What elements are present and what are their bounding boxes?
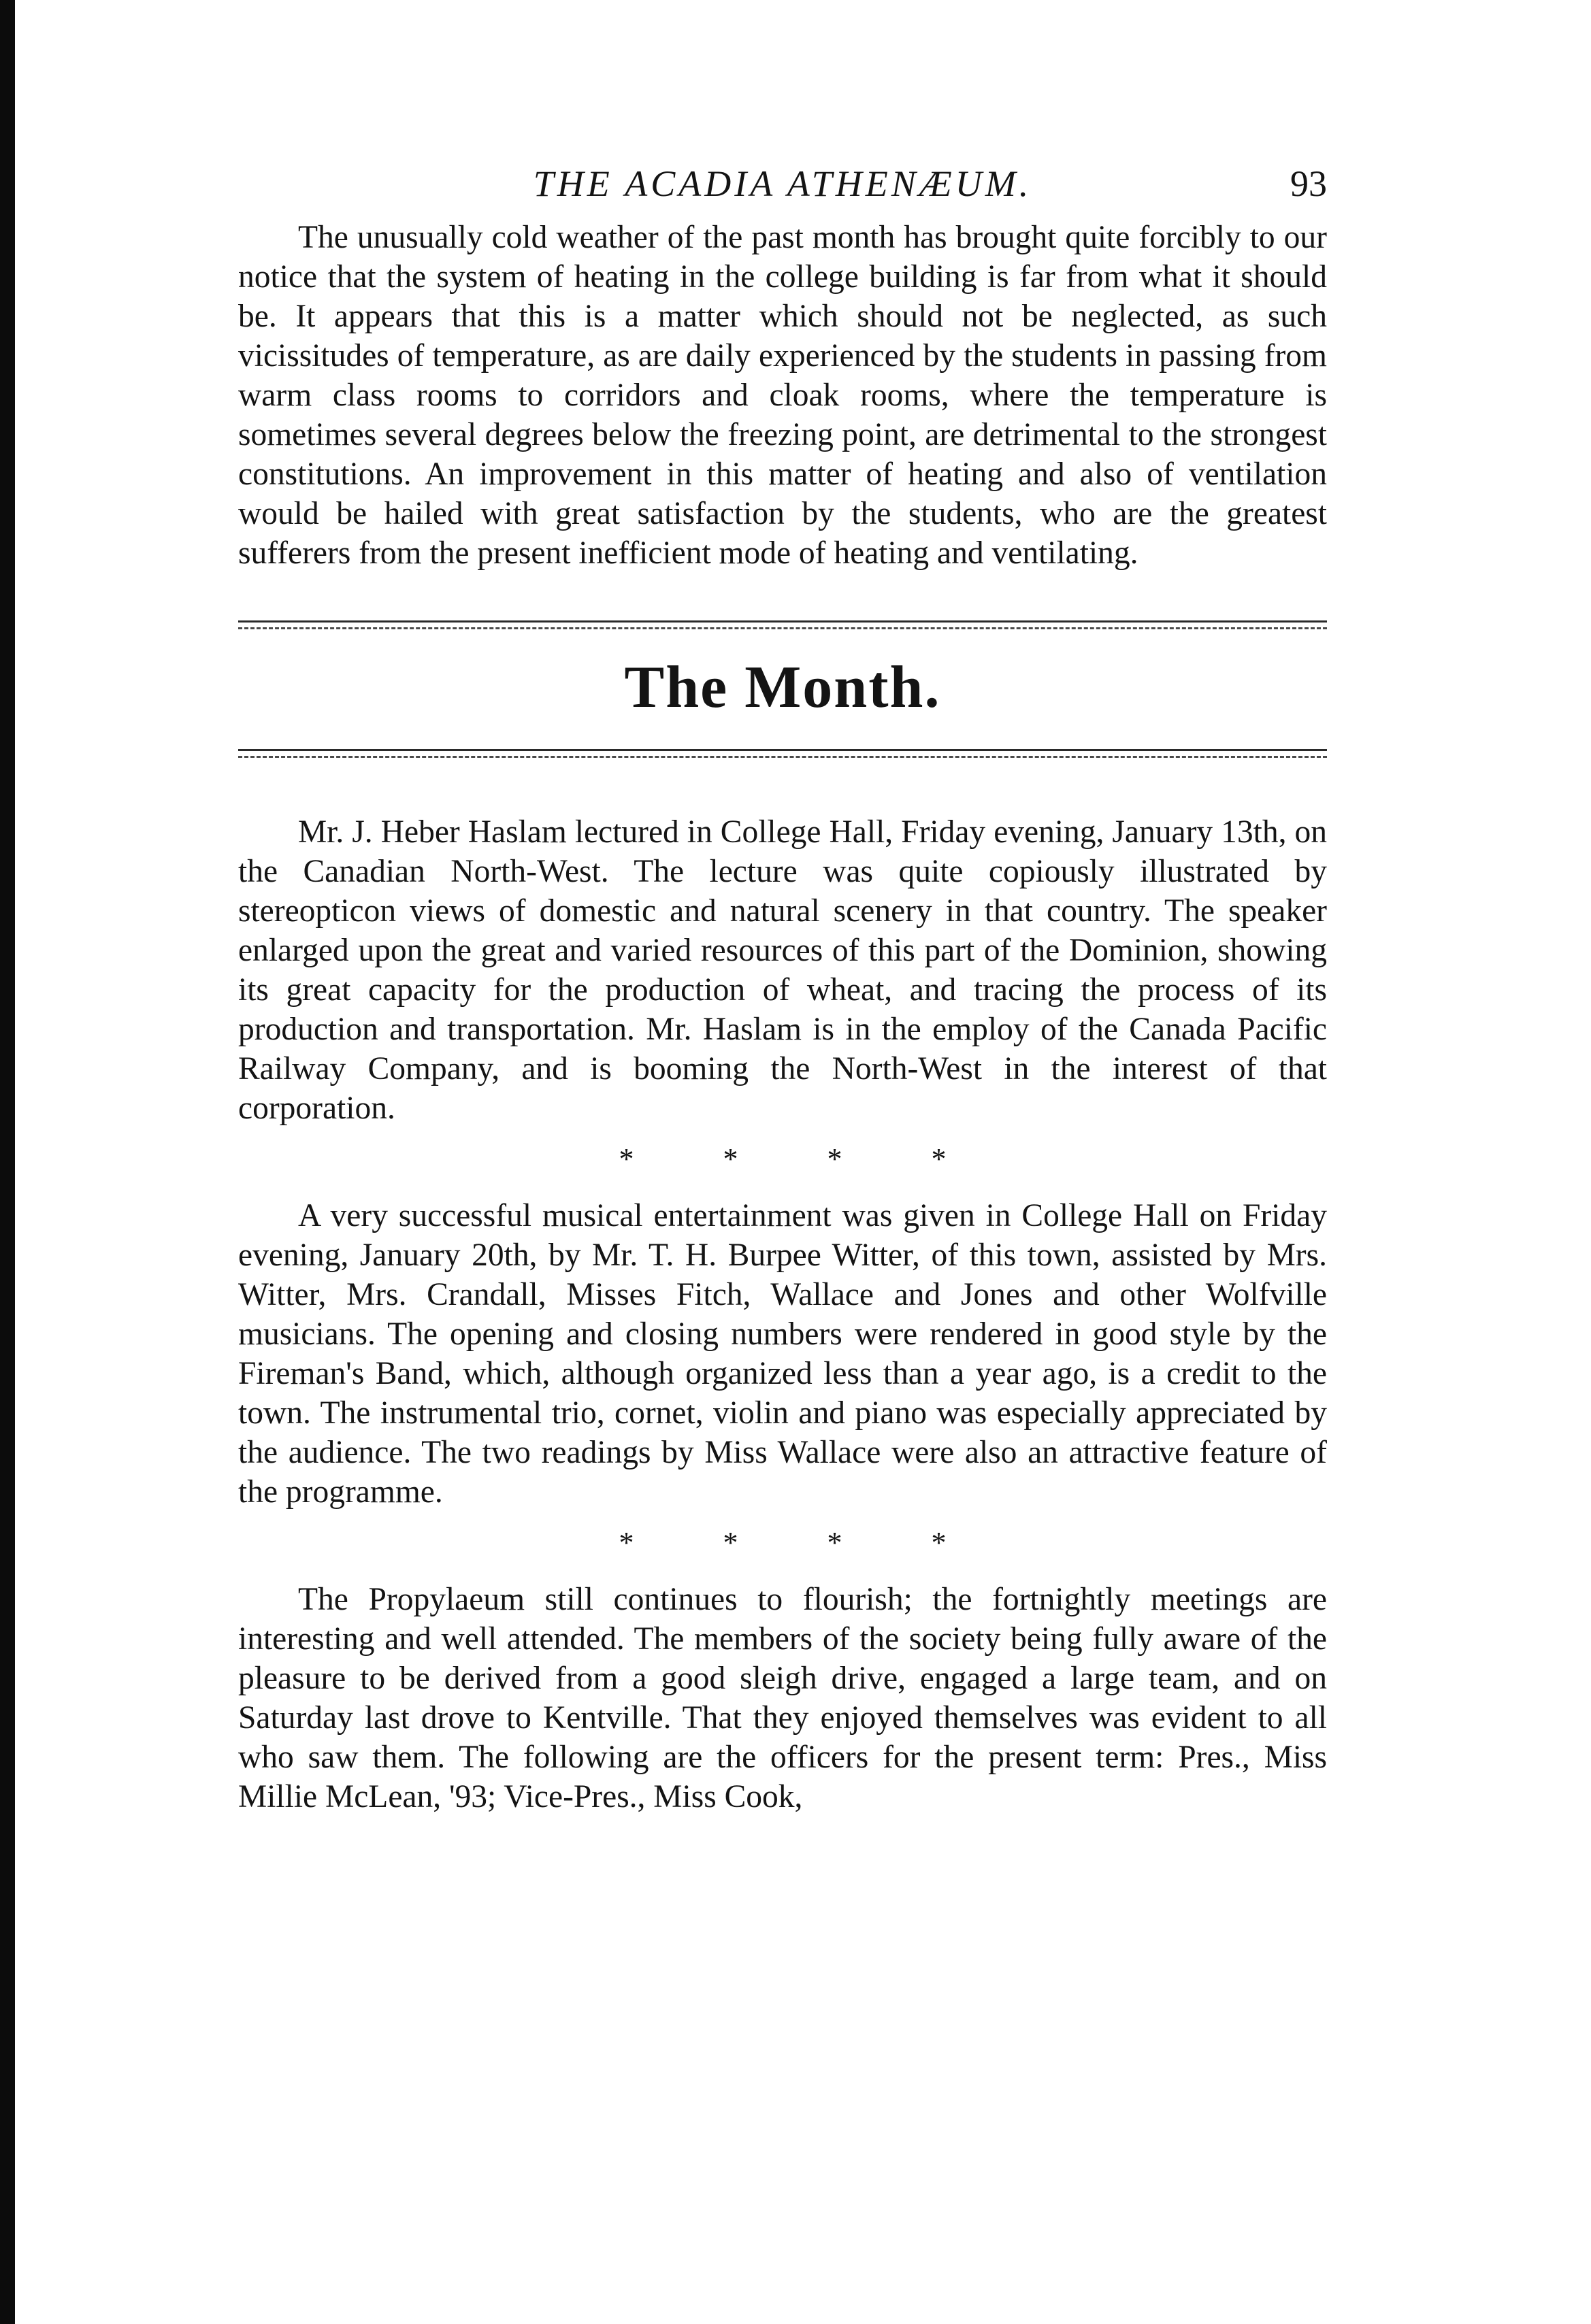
bottom-rule <box>238 749 1327 751</box>
asterisk-separator: * * * * <box>619 1142 987 1176</box>
news-item: A very successful musical entertainment was given in College Hall on Friday evening, January 20th, by Mr. T. H. Burpee Witter, of this town, assisted by Mrs. Witter, Mrs. Crandall, Misses Fitch, Wallace and Jones and other Wolfville musicians. The opening and closing numbers were rendered in good style by the Fireman's Band, which, although organized less than a year ago, is a credit to the town. The instrumental trio, cornet, violin and piano was especially appreciated by the audience. The two readings by Miss Wallace were also an attractive feature of the programme. <box>238 1198 1327 1510</box>
section-title: The Month. <box>624 654 941 720</box>
bottom-rule-dashed <box>238 756 1327 758</box>
section-header <box>238 620 1327 758</box>
news-item: The Propylaeum still continues to flourish; the fortnightly meetings are interesting and well attended. The members of the society being fully aware of the pleasure to be derived from a good sleigh drive, engaged a large team, and on Saturday last drove to Kentville. That they enjoyed themselves was evident to all who saw them. The following are the officers for the present term: Pres., Miss Millie McLean, '93; Vice-Pres., Miss Cook, <box>238 1582 1327 1814</box>
top-rule-dashed <box>238 627 1327 629</box>
running-head <box>238 156 1327 211</box>
journal-title: THE ACADIA ATHENÆUM. <box>533 163 1032 204</box>
top-rule <box>238 620 1327 622</box>
binding-edge <box>0 0 15 2324</box>
page <box>238 156 1327 1816</box>
page-number: 93 <box>1290 163 1327 204</box>
asterisk-separator: * * * * <box>619 1526 987 1559</box>
news-item: Mr. J. Heber Haslam lectured in College Hall, Friday evening, January 13th, on the Canadian North-West. The lecture was quite copiously illustrated by stereopticon views of domestic and natural scenery in that country. The speaker enlarged upon the great and varied resources of this part of the Dominion, showing its great capacity for the production of wheat, and tracing the process of its production and transportation. Mr. Haslam is in the employ of the Canada Pacific Railway Company, and is booming the North-West in the interest of that corporation. <box>238 814 1327 1126</box>
intro-paragraph: The unusually cold weather of the past month has brought quite forcibly to our notice that the system of heating in the college building is far from what it should be. It appears that this is a matter which should not be neglected, as such vicissitudes of temperature, as are daily experienced by the students in passing from warm class rooms to corridors and cloak rooms, where the temperature is sometimes several degrees below the freezing point, are detrimental to the strongest constitutions. An improvement in this matter of heating and also of ventilation would be hailed with great satisfaction by the students, who are the greatest sufferers from the present inefficient mode of heating and ventilating. <box>238 220 1327 571</box>
section-body <box>238 812 1327 1816</box>
